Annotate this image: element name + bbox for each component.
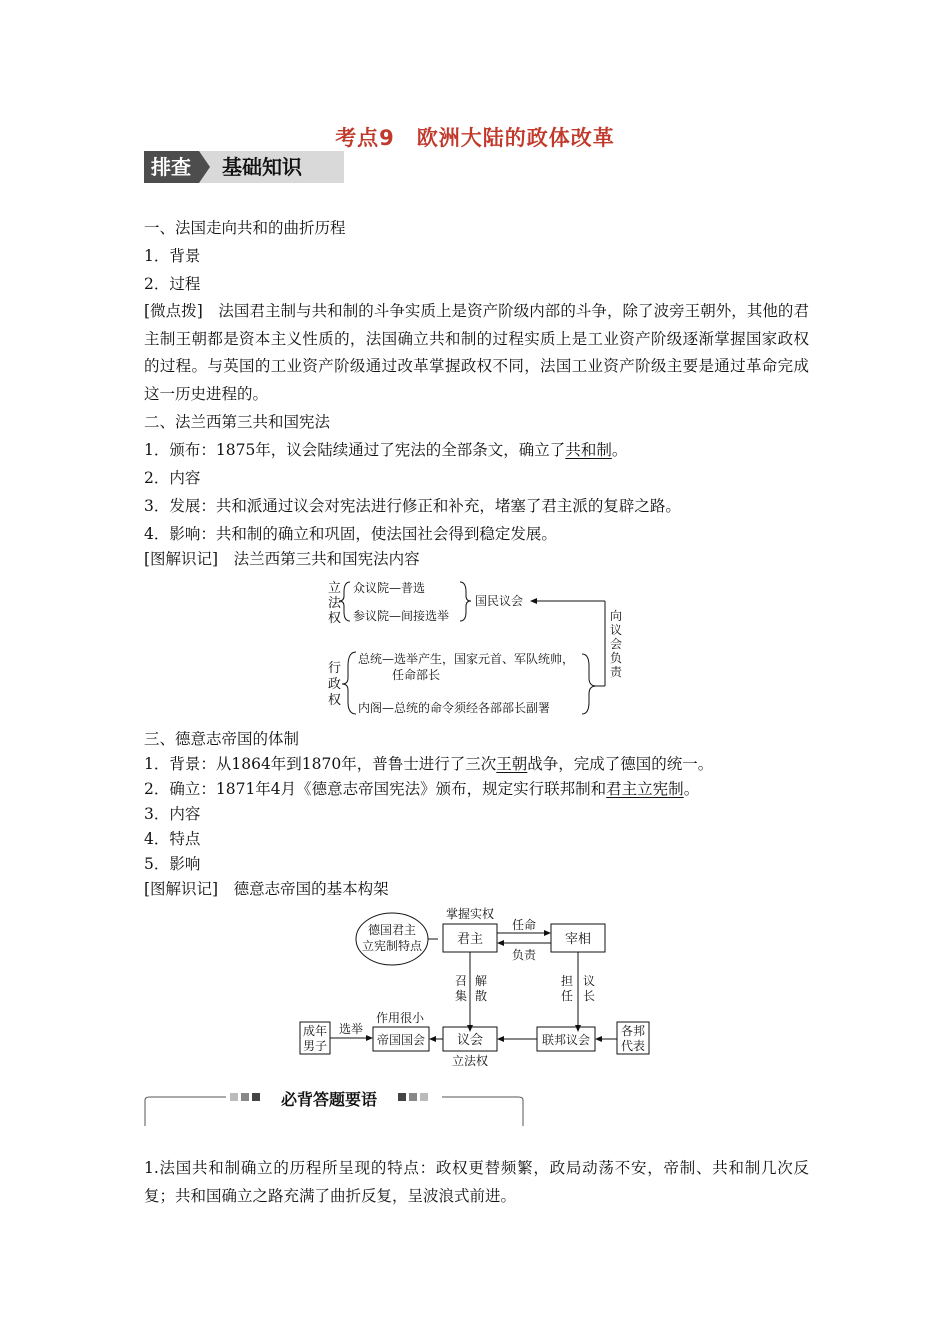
responsible-label: 负责 xyxy=(511,948,537,962)
legislative-label: 立 xyxy=(328,581,342,596)
upper-house: 参议院—间接选举 xyxy=(353,609,450,623)
note-text: 法国君主制与共和制的斗争实质上是资产阶级内部的斗争，除了波旁王朝外，其他的君主制王朝都是资本主义性质的，法国确立共和制的过程实质上是工业资产阶级逐渐掌握国家政权的过程。与英国的工业资产阶级通过改革掌握政权不同，法国工业资产阶级主要是通过革命完成这一历史进程的。 xyxy=(144,302,809,403)
svg-text:议: 议 xyxy=(610,623,623,637)
responsible-label: 向 xyxy=(610,609,623,623)
section-banner xyxy=(144,151,344,183)
dissolve-label: 解 xyxy=(475,974,488,988)
must-point-1: 1.法国共和制确立的历程所呈现的特点：政权更替频繁，政局动荡不安，帝制、共和制几次反复；共和国确立之路充满了曲折反复，呈波浪式前进。 xyxy=(144,1159,809,1205)
national-assembly: 国民议会 xyxy=(475,594,524,608)
svg-text:责: 责 xyxy=(610,665,623,679)
note-label: [微点拨] xyxy=(144,302,203,320)
svg-text:德国君主: 德国君主 xyxy=(367,923,417,937)
sec1-item2: 2．过程 xyxy=(144,275,201,293)
sec3-item5: 5．影响 xyxy=(144,855,201,873)
sec2-item4: 4．影响：共和制的确立和巩固，使法国社会得到稳定发展。 xyxy=(144,525,557,543)
svg-text:长: 长 xyxy=(583,989,596,1003)
svg-text:权: 权 xyxy=(328,611,342,626)
must-memorize-label: 必背答题要语 xyxy=(280,1090,377,1109)
elect-label: 选举 xyxy=(338,1022,364,1036)
svg-text:任: 任 xyxy=(561,989,574,1003)
president-line2: 任命部长 xyxy=(392,668,441,682)
svg-text:帝国国会: 帝国国会 xyxy=(376,1033,426,1047)
svg-text:代表: 代表 xyxy=(620,1039,646,1053)
small-role-label: 作用很小 xyxy=(375,1011,425,1025)
sec2-item3: 3．发展：共和派通过议会对宪法进行修正和补充，堵塞了君主派的复辟之路。 xyxy=(144,497,681,515)
must-memorize-box xyxy=(144,1086,524,1126)
german-empire-diagram xyxy=(295,905,660,1070)
sec3-item3: 3．内容 xyxy=(144,805,201,823)
page-title: 考点9 欧洲大陆的政体改革 xyxy=(335,126,615,150)
underlined-term: 王朝 xyxy=(496,755,528,773)
underlined-term: 共和制 xyxy=(565,441,612,459)
banner-tag: 排查 xyxy=(151,155,191,179)
president-line1: 总统—选举产生，国家元首、军队统帅， xyxy=(358,652,575,666)
svg-text:君主: 君主 xyxy=(456,932,484,947)
svg-text:男子: 男子 xyxy=(302,1039,328,1053)
appoint-label: 任命 xyxy=(511,918,537,932)
svg-text:各邦: 各邦 xyxy=(620,1024,646,1038)
banner-label: 基础知识 xyxy=(222,155,302,179)
svg-text:宰相: 宰相 xyxy=(564,932,592,947)
power-label: 掌握实权 xyxy=(445,907,495,921)
svg-text:会: 会 xyxy=(610,637,623,651)
svg-text:成年: 成年 xyxy=(302,1024,328,1038)
svg-text:负: 负 xyxy=(610,651,623,665)
svg-text:散: 散 xyxy=(475,989,488,1003)
sec1-item1: 1．背景 xyxy=(144,247,201,265)
constitution-diagram xyxy=(320,574,640,722)
underlined-term: 君主立宪制 xyxy=(606,780,684,798)
chair-label: 议 xyxy=(583,974,596,988)
svg-text:政: 政 xyxy=(328,677,342,692)
sec1-note xyxy=(144,298,809,408)
sec2-item1: 1．颁布：1875年，议会陆续通过了宪法的全部条文，确立了共和制。 xyxy=(144,441,628,459)
svg-text:权: 权 xyxy=(328,693,342,708)
serve-label: 担 xyxy=(561,974,574,988)
svg-text:法: 法 xyxy=(328,596,342,611)
leg-power-label: 立法权 xyxy=(451,1054,489,1068)
lower-house: 众议院—普选 xyxy=(353,581,426,595)
svg-text:联邦议会: 联邦议会 xyxy=(541,1033,591,1047)
sec3-item2: 2．确立：1871年4月《德意志帝国宪法》颁布，规定实行联邦制和君主立宪制。 xyxy=(144,780,700,798)
sec3-item1: 1．背景：从1864年到1870年，普鲁士进行了三次王朝战争，完成了德国的统一。 xyxy=(144,755,714,773)
cabinet-line: 内阁—总统的命令须经各部部长副署 xyxy=(358,701,551,715)
svg-text:集: 集 xyxy=(455,989,468,1003)
sec3-heading: 三、德意志帝国的体制 xyxy=(144,730,300,748)
sec3-figure-caption: [图解识记] 德意志帝国的基本构架 xyxy=(144,880,389,898)
sec2-figure-caption: [图解识记] 法兰西第三共和国宪法内容 xyxy=(144,550,420,568)
sec1-heading: 一、法国走向共和的曲折历程 xyxy=(144,219,346,237)
svg-text:立宪制特点: 立宪制特点 xyxy=(361,939,423,953)
convene-label: 召 xyxy=(455,974,468,988)
sec2-item2: 2．内容 xyxy=(144,469,201,487)
sec2-heading: 二、法兰西第三共和国宪法 xyxy=(144,413,331,431)
executive-label: 行 xyxy=(328,661,342,676)
sec3-item4: 4．特点 xyxy=(144,830,201,848)
svg-text:议会: 议会 xyxy=(456,1033,484,1048)
